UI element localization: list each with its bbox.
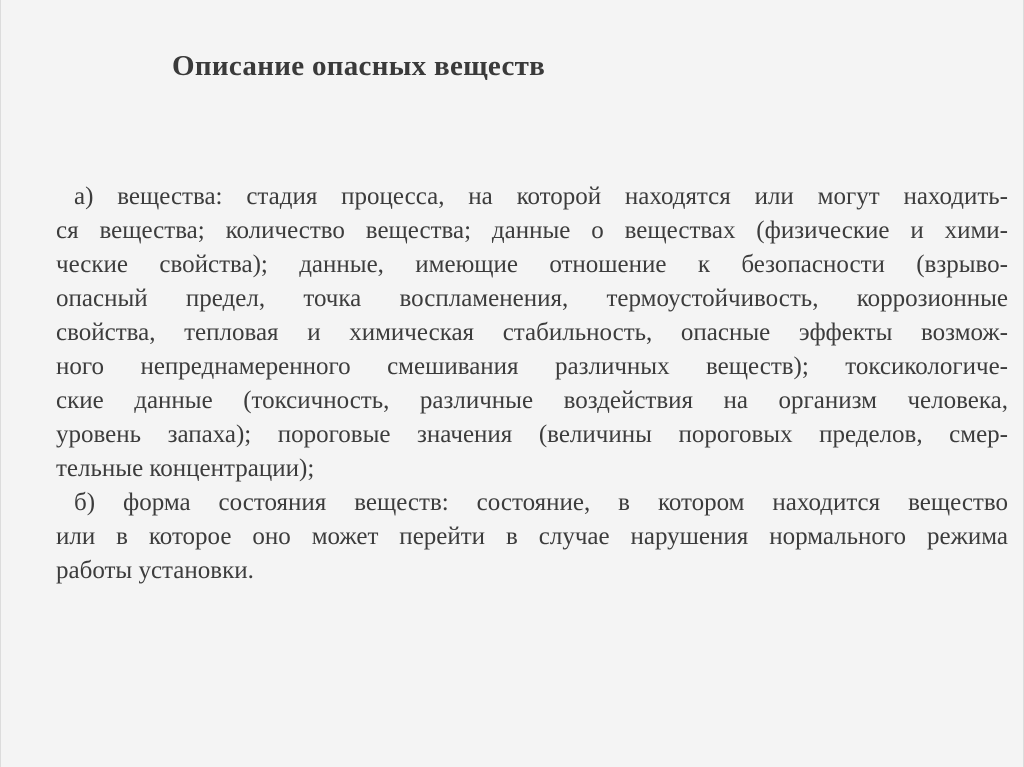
- text-line: ческие свойства); данные, имеющие отношение к безопасности (взрыво-: [56, 251, 1008, 278]
- text-line: уровень запаха); пороговые значения (величины пороговых пределов, смер-: [56, 421, 1008, 448]
- text-line: или в которое оно может перейти в случае нарушения нормального режима: [56, 523, 1008, 550]
- text-line: работы установки.: [56, 557, 254, 584]
- page-title: Описание опасных веществ: [172, 50, 546, 82]
- text-line: ного непреднамеренного смешивания различных веществ); токсикологиче-: [56, 353, 1008, 380]
- text-line: свойства, тепловая и химическая стабильность, опасные эффекты возмож-: [56, 319, 1008, 346]
- paragraph-b: [56, 486, 1008, 588]
- left-border: [0, 0, 1, 767]
- text-line: ся вещества; количество вещества; данные о веществах (физические и хими-: [56, 217, 1008, 244]
- text-line: опасный предел, точка воспламенения, термоустойчивость, коррозионные: [56, 285, 1008, 312]
- paragraph-a: [56, 180, 1008, 486]
- text-line: тельные концентрации);: [56, 455, 315, 482]
- text-line: б) форма состояния веществ: состояние, в котором находится вещество: [74, 489, 1008, 516]
- text-line: ские данные (токсичность, различные воздействия на организм человека,: [56, 387, 1008, 414]
- text-line: а) вещества: стадия процесса, на которой находятся или могут находить-: [74, 183, 1008, 210]
- document-body: [56, 180, 1008, 588]
